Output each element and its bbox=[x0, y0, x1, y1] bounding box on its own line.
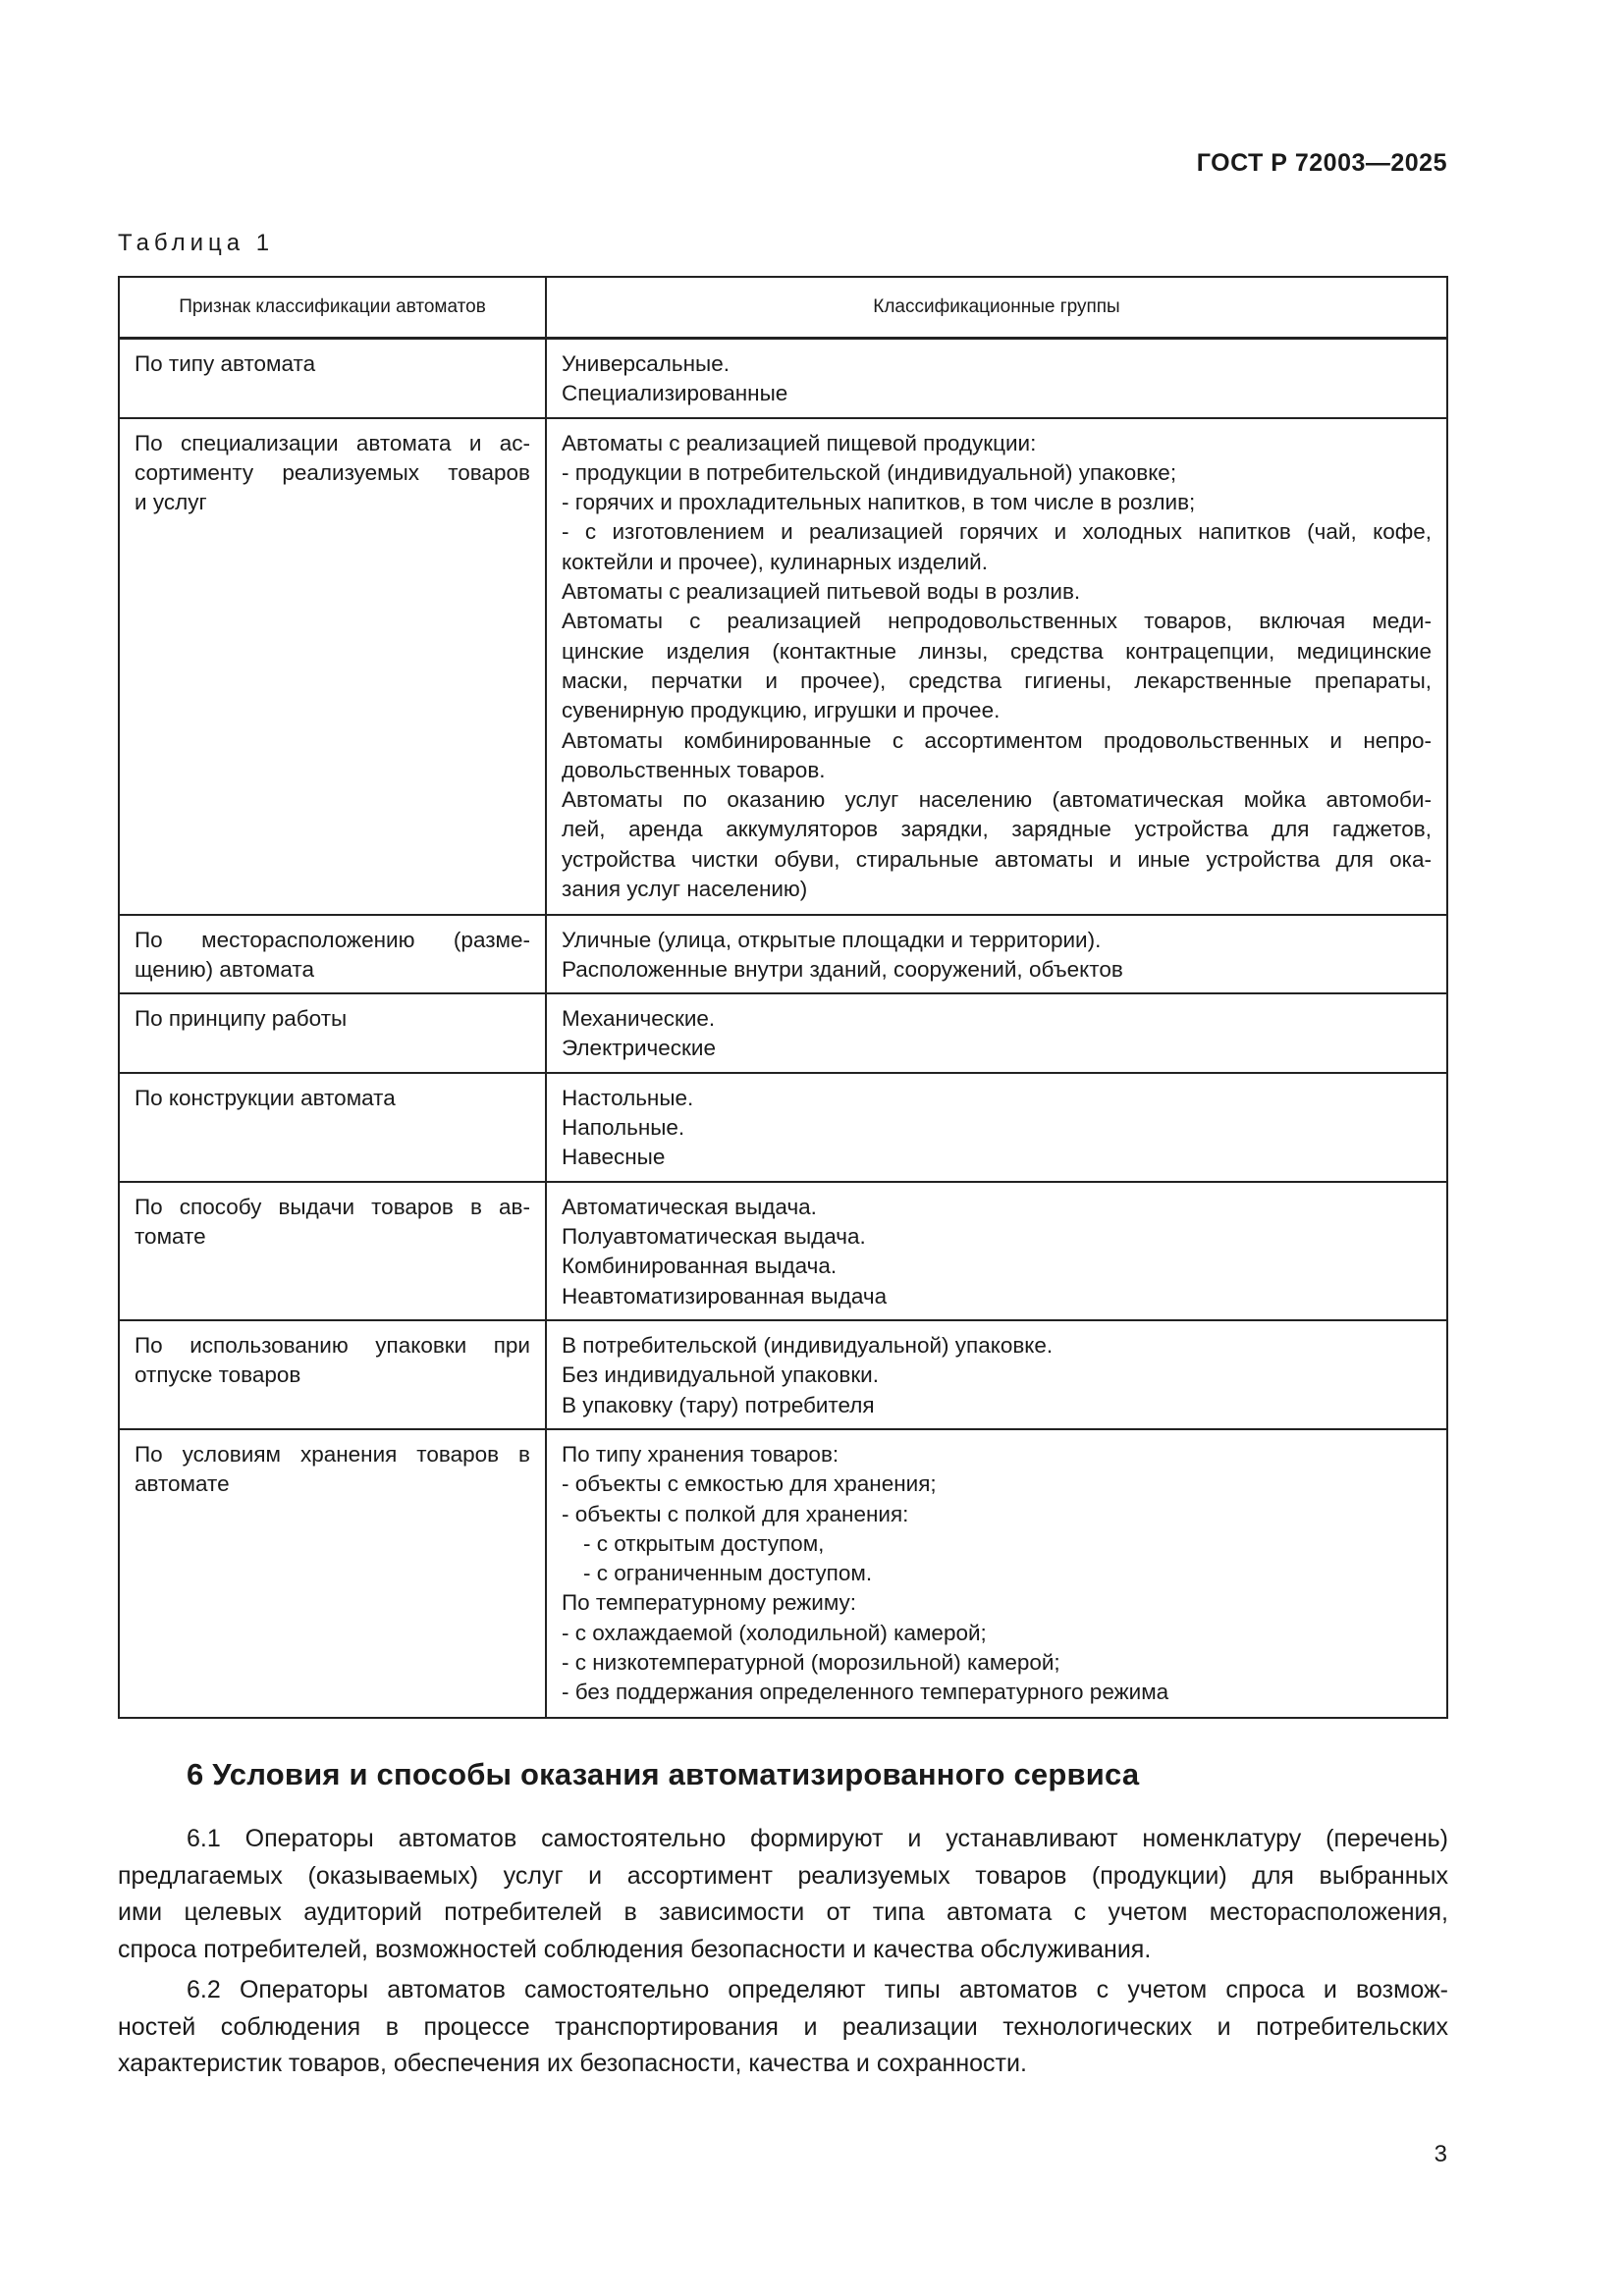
cell-line: По специализации автомата и ас- bbox=[135, 430, 530, 455]
paragraph-line: ностей соблюдения в процессе транспортирования и реализации технологических и потребительских bbox=[118, 2012, 1448, 2041]
groups-cell bbox=[546, 1429, 1447, 1718]
cell-line: По использованию упаковки при bbox=[135, 1332, 530, 1358]
cell-line: Электрические bbox=[562, 1036, 716, 1061]
criterion-cell bbox=[119, 1182, 546, 1320]
cell-line: Автоматы с реализацией непродовольственных товаров, включая меди- bbox=[562, 609, 1432, 634]
cell-line: - объекты с емкостью для хранения; bbox=[562, 1471, 937, 1497]
cell-line: лей, аренда аккумуляторов зарядки, зарядные устройства для гаджетов, bbox=[562, 817, 1432, 842]
cell-line: Без индивидуальной упаковки. bbox=[562, 1362, 879, 1388]
paragraph-line: предлагаемых (оказываемых) услуг и ассортимент реализуемых товаров (продукции) для выбранных bbox=[118, 1861, 1448, 1890]
cell-line: Универсальные. bbox=[562, 351, 730, 376]
cell-line: автомате bbox=[135, 1471, 230, 1497]
cell-line: По месторасположению (разме- bbox=[135, 927, 530, 952]
cell-line: Настольные. bbox=[562, 1085, 694, 1110]
criterion-cell bbox=[119, 993, 546, 1073]
cell-line: - с низкотемпературной (морозильной) камерой; bbox=[562, 1650, 1060, 1676]
cell-line: - горячих и прохладительных напитков, в том числе в розлив; bbox=[562, 490, 1196, 515]
paragraph-line: 6.2 Операторы автоматов самостоятельно определяют типы автоматов с учетом спроса и возмож- bbox=[187, 1976, 1448, 2003]
cell-line: Автоматы с реализацией пищевой продукции: bbox=[562, 430, 1037, 455]
cell-line: - с изготовлением и реализацией горячих и холодных напитков (чай, кофе, bbox=[562, 519, 1432, 545]
criterion-cell bbox=[119, 339, 546, 418]
groups-cell bbox=[546, 339, 1447, 418]
groups-cell bbox=[546, 915, 1447, 994]
cell-line: По условиям хранения товаров в bbox=[135, 1441, 530, 1467]
cell-line: сортименту реализуемых товаров bbox=[135, 459, 530, 485]
cell-line: маски, перчатки и прочее), средства гигиены, лекарственные препараты, bbox=[562, 667, 1432, 693]
criterion-cell bbox=[119, 1320, 546, 1429]
cell-line: Неавтоматизированная выдача bbox=[562, 1283, 888, 1308]
cell-line: По температурному режиму: bbox=[562, 1590, 857, 1616]
cell-line: томате bbox=[135, 1224, 206, 1250]
cell-line: Напольные. bbox=[562, 1115, 685, 1141]
cell-line: и услуг bbox=[135, 490, 207, 515]
paragraph-line: спроса потребителей, возможностей соблюдения безопасности и качества обслуживания. bbox=[118, 1935, 1152, 1963]
cell-line: цинские изделия (контактные линзы, средства контрацепции, медицинские bbox=[562, 638, 1432, 664]
groups-cell bbox=[546, 1320, 1447, 1429]
document-code: ГОСТ Р 72003—2025 bbox=[1196, 149, 1447, 177]
section-heading: 6 Условия и способы оказания автоматизированного сервиса bbox=[187, 1757, 1140, 1791]
cell-line: - с ограниченным доступом. bbox=[583, 1561, 873, 1586]
cell-line: Автоматическая выдача. bbox=[562, 1194, 817, 1219]
column-header-criterion: Признак классификации автоматов bbox=[119, 277, 546, 339]
table-row bbox=[119, 1429, 1447, 1718]
cell-line: довольственных товаров. bbox=[562, 757, 826, 782]
criterion-cell bbox=[119, 1073, 546, 1182]
paragraph-line: ими целевых аудиторий потребителей в зависимости от типа автомата с учетом месторасположения, bbox=[118, 1898, 1448, 1926]
paragraph-line: 6.1 Операторы автоматов самостоятельно формируют и устанавливают номенклатуру (перечень) bbox=[187, 1825, 1448, 1852]
table-row bbox=[119, 993, 1447, 1073]
table-header-row bbox=[119, 277, 1447, 339]
cell-line: По конструкции автомата bbox=[135, 1085, 396, 1110]
cell-line: Автоматы с реализацией питьевой воды в розлив. bbox=[562, 579, 1081, 605]
cell-line: В потребительской (индивидуальной) упаковке. bbox=[562, 1332, 1054, 1358]
cell-line: По типу хранения товаров: bbox=[562, 1441, 839, 1467]
cell-line: коктейли и прочее), кулинарных изделий. bbox=[562, 549, 988, 574]
paragraph-6-1 bbox=[118, 1821, 1448, 1968]
cell-line: - без поддержания определенного температурного режима bbox=[562, 1680, 1169, 1705]
table-row bbox=[119, 339, 1447, 418]
table-row bbox=[119, 915, 1447, 994]
cell-line: Автоматы комбинированные с ассортиментом продовольственных и непро- bbox=[562, 727, 1432, 753]
groups-cell bbox=[546, 1182, 1447, 1320]
groups-cell bbox=[546, 993, 1447, 1073]
cell-line: Навесные bbox=[562, 1145, 666, 1170]
cell-line: Механические. bbox=[562, 1006, 716, 1032]
groups-cell bbox=[546, 418, 1447, 915]
cell-line: отпуске товаров bbox=[135, 1362, 301, 1388]
criterion-cell bbox=[119, 915, 546, 994]
page-number: 3 bbox=[1434, 2141, 1447, 2167]
cell-line: По типу автомата bbox=[135, 351, 316, 376]
criterion-cell bbox=[119, 1429, 546, 1718]
classification-table bbox=[118, 276, 1448, 1719]
table-row bbox=[119, 1073, 1447, 1182]
cell-line: - с охлаждаемой (холодильной) камерой; bbox=[562, 1620, 987, 1645]
cell-line: - продукции в потребительской (индивидуальной) упаковке; bbox=[562, 459, 1177, 485]
cell-line: сувенирную продукцию, игрушки и прочее. bbox=[562, 698, 1001, 723]
cell-line: По принципу работы bbox=[135, 1006, 348, 1032]
cell-line: Расположенные внутри зданий, сооружений, объектов bbox=[562, 956, 1123, 982]
column-header-groups: Классификационные группы bbox=[546, 277, 1447, 339]
paragraph-line: характеристик товаров, обеспечения их безопасности, качества и сохранности. bbox=[118, 2050, 1027, 2077]
cell-line: Уличные (улица, открытые площадки и территории). bbox=[562, 927, 1102, 952]
cell-line: По способу выдачи товаров в ав- bbox=[135, 1194, 530, 1219]
cell-line: - с открытым доступом, bbox=[583, 1530, 825, 1556]
cell-line: Комбинированная выдача. bbox=[562, 1254, 838, 1279]
cell-line: Полуавтоматическая выдача. bbox=[562, 1224, 866, 1250]
cell-line: Специализированные bbox=[562, 381, 788, 406]
cell-line: - объекты с полкой для хранения: bbox=[562, 1501, 909, 1526]
cell-line: Автоматы по оказанию услуг населению (автоматическая мойка автомоби- bbox=[562, 787, 1432, 813]
table-caption: Таблица 1 bbox=[118, 230, 275, 256]
cell-line: В упаковку (тару) потребителя bbox=[562, 1392, 875, 1417]
table-row bbox=[119, 418, 1447, 915]
groups-cell bbox=[546, 1073, 1447, 1182]
cell-line: устройства чистки обуви, стиральные автоматы и иные устройства для ока- bbox=[562, 846, 1432, 872]
cell-line: зания услуг населению) bbox=[562, 877, 808, 902]
paragraph-6-2 bbox=[118, 1972, 1448, 2083]
table-row bbox=[119, 1320, 1447, 1429]
cell-line: щению) автомата bbox=[135, 956, 314, 982]
table-row bbox=[119, 1182, 1447, 1320]
criterion-cell bbox=[119, 418, 546, 915]
